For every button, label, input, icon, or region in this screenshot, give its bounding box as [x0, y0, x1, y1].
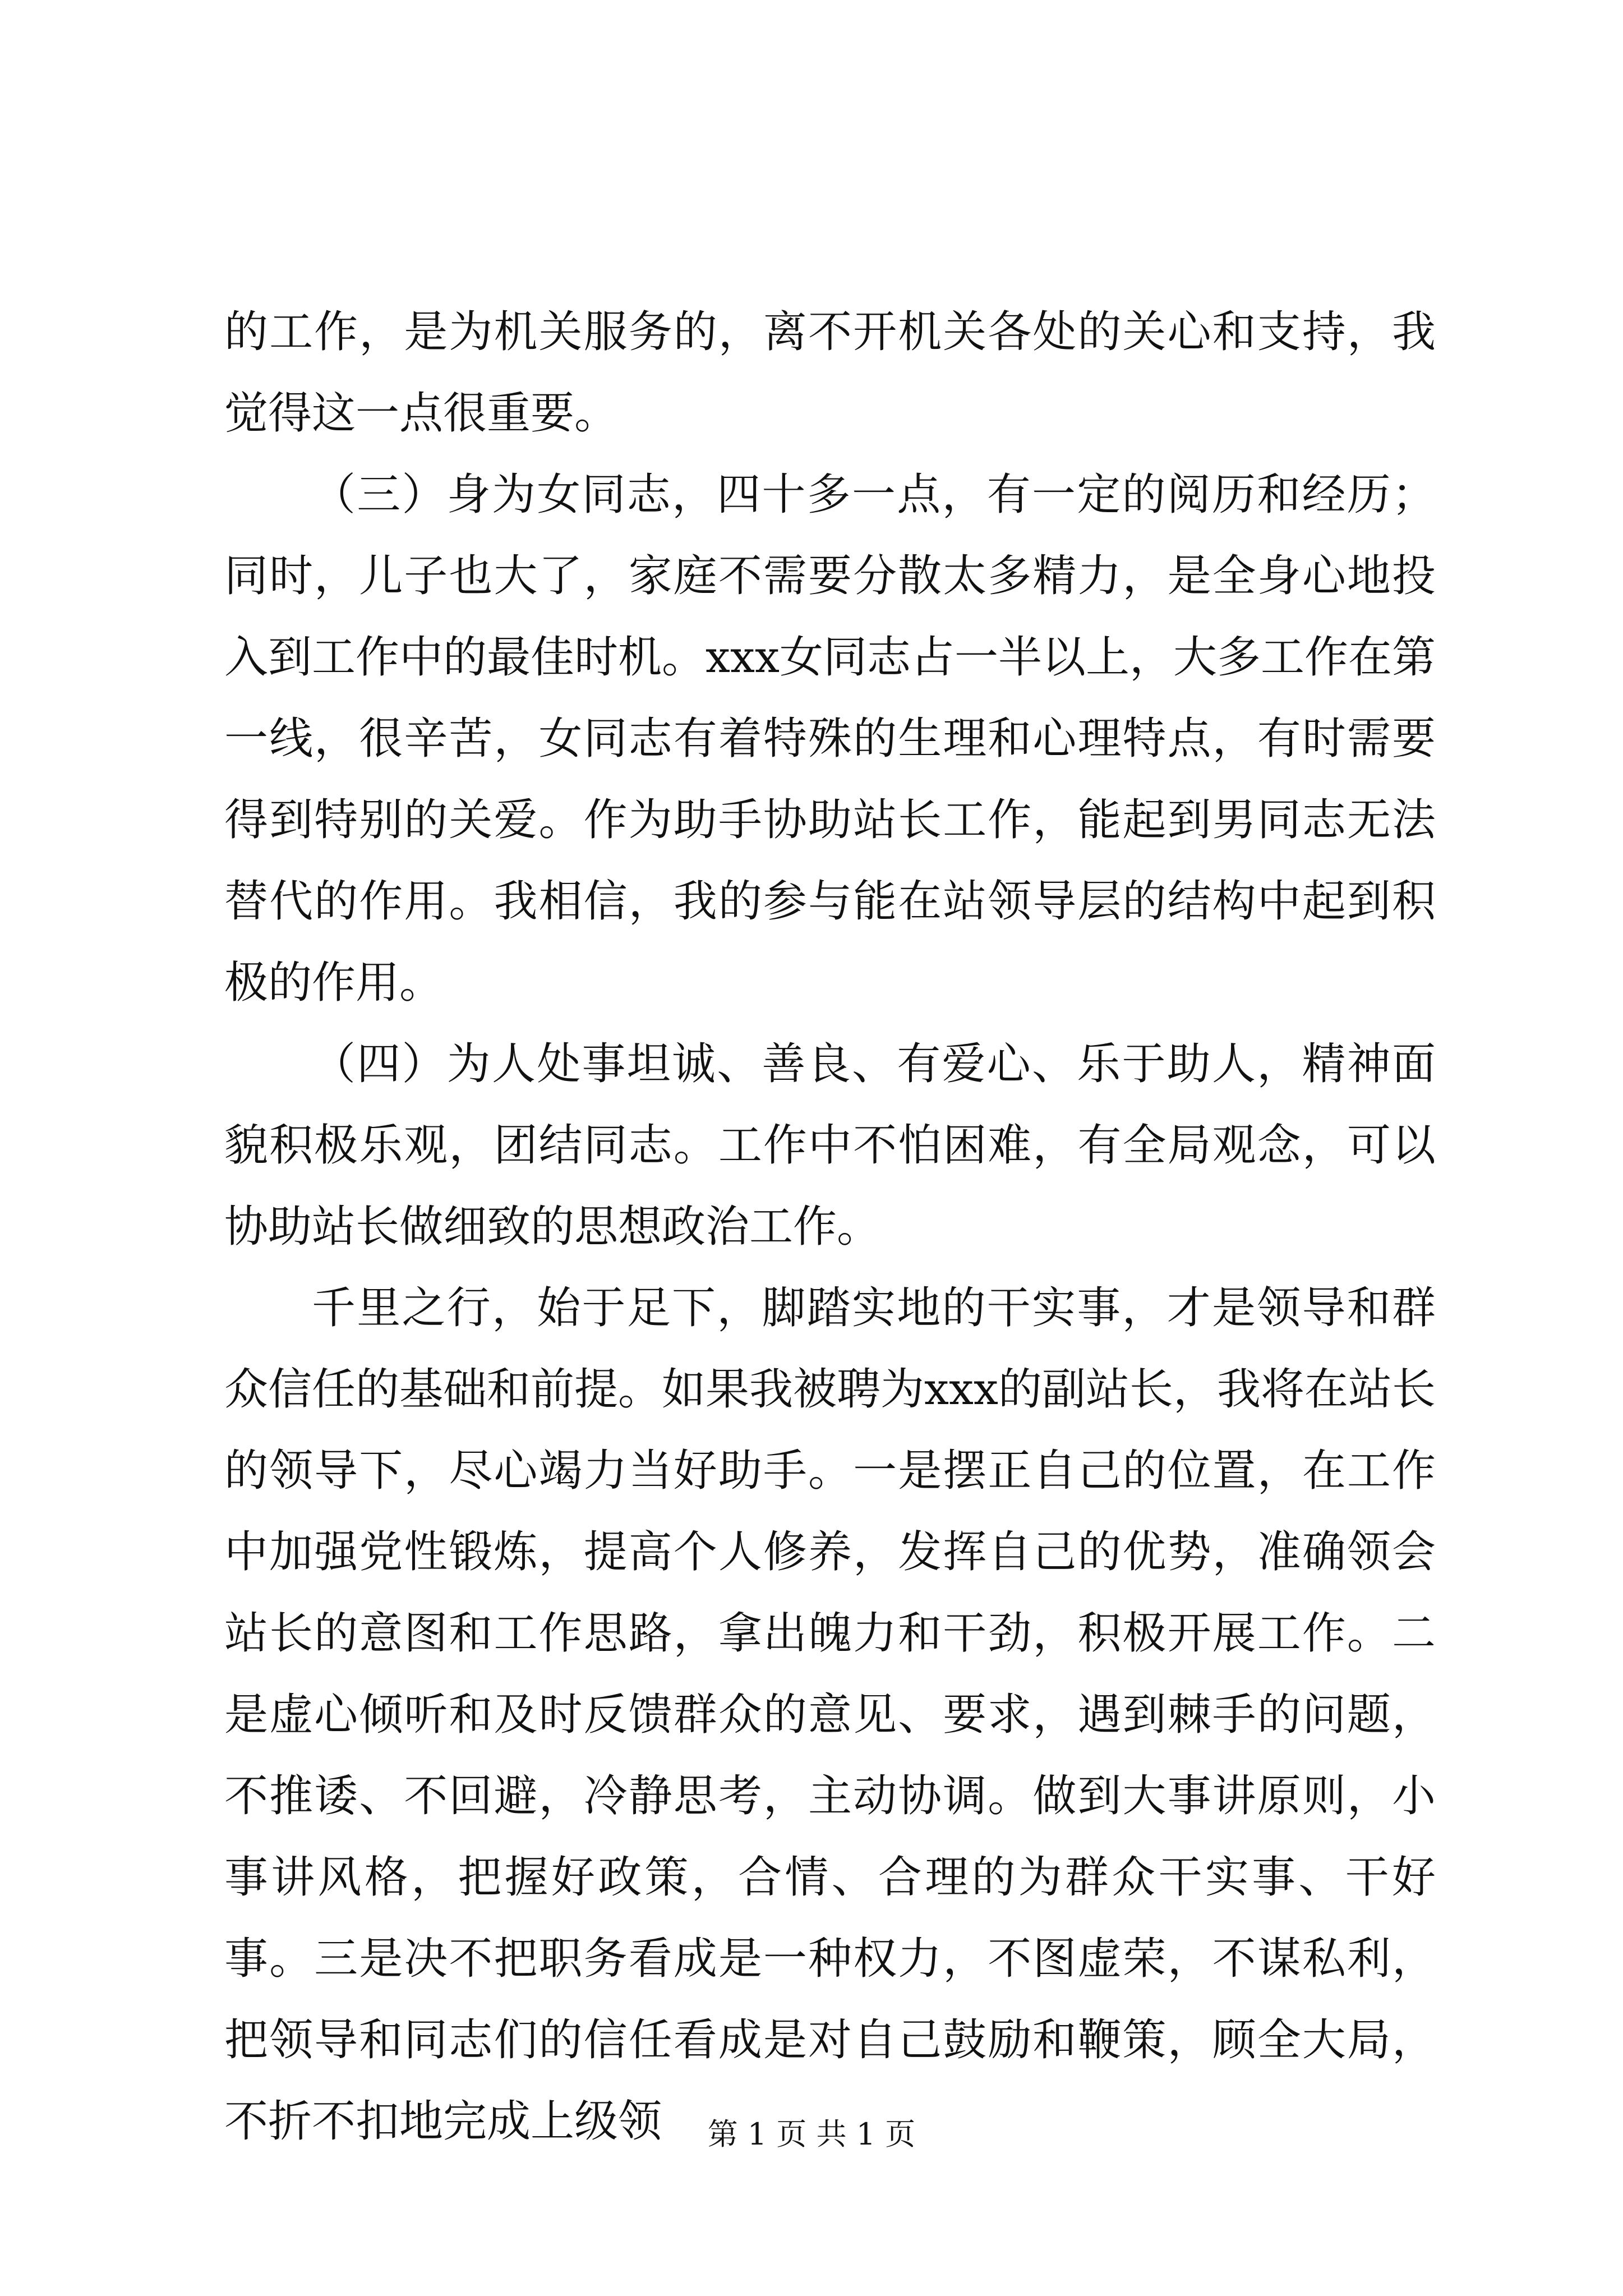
paragraph-3: （四）为人处事坦诚、善良、有爱心、乐于助人，精神面貌积极乐观，团结同志。工作中不怕困难，有全局观念，可以协助站长做细致的思想政治工作。	[224, 1039, 1436, 1252]
paragraph-4: 千里之行，始于足下，脚踏实地的干实事，才是领导和群众信任的基础和前提。如果我被聘为xxx的副站长，我将在站长的领导下，尽心竭力当好助手。一是摆正自己的位置，在工作中加强党性锻炼，提高个人修养，发挥自己的优势，准确领会站长的意图和工作思路，拿出魄力和干劲，积极开展工作。二是虚心倾听和及时反馈群众的意见、要求，遇到棘手的问题，不推诿、不回避，冷静思考，主动协调。做到大事讲原则，小事讲风格，把握好政策，合情、合理的为群众干实事、干好事。三是决不把职务看成是一种权力，不图虚荣，不谋私利，把领导和同志们的信任看成是对自己鼓励和鞭策，顾全大局，不折不扣地完成上级领	[224, 1283, 1436, 2147]
page-footer: 第 1 页 共 1 页	[707, 2116, 916, 2152]
paragraph-1: 的工作，是为机关服务的，离不开机关各处的关心和支持，我觉得这一点很重要。	[224, 307, 1436, 439]
paragraph-2: （三）身为女同志，四十多一点，有一定的阅历和经历；同时，儿子也大了，家庭不需要分散太多精力，是全身心地投入到工作中的最佳时机。xxx女同志占一半以上，大多工作在第一线，很辛苦，女同志有着特殊的生理和心理特点，有时需要得到特别的关爱。作为助手协助站长工作，能起到男同志无法替代的作用。我相信，我的参与能在站领导层的结构中起到积极的作用。	[224, 470, 1436, 1008]
body-text	[224, 292, 1436, 2162]
